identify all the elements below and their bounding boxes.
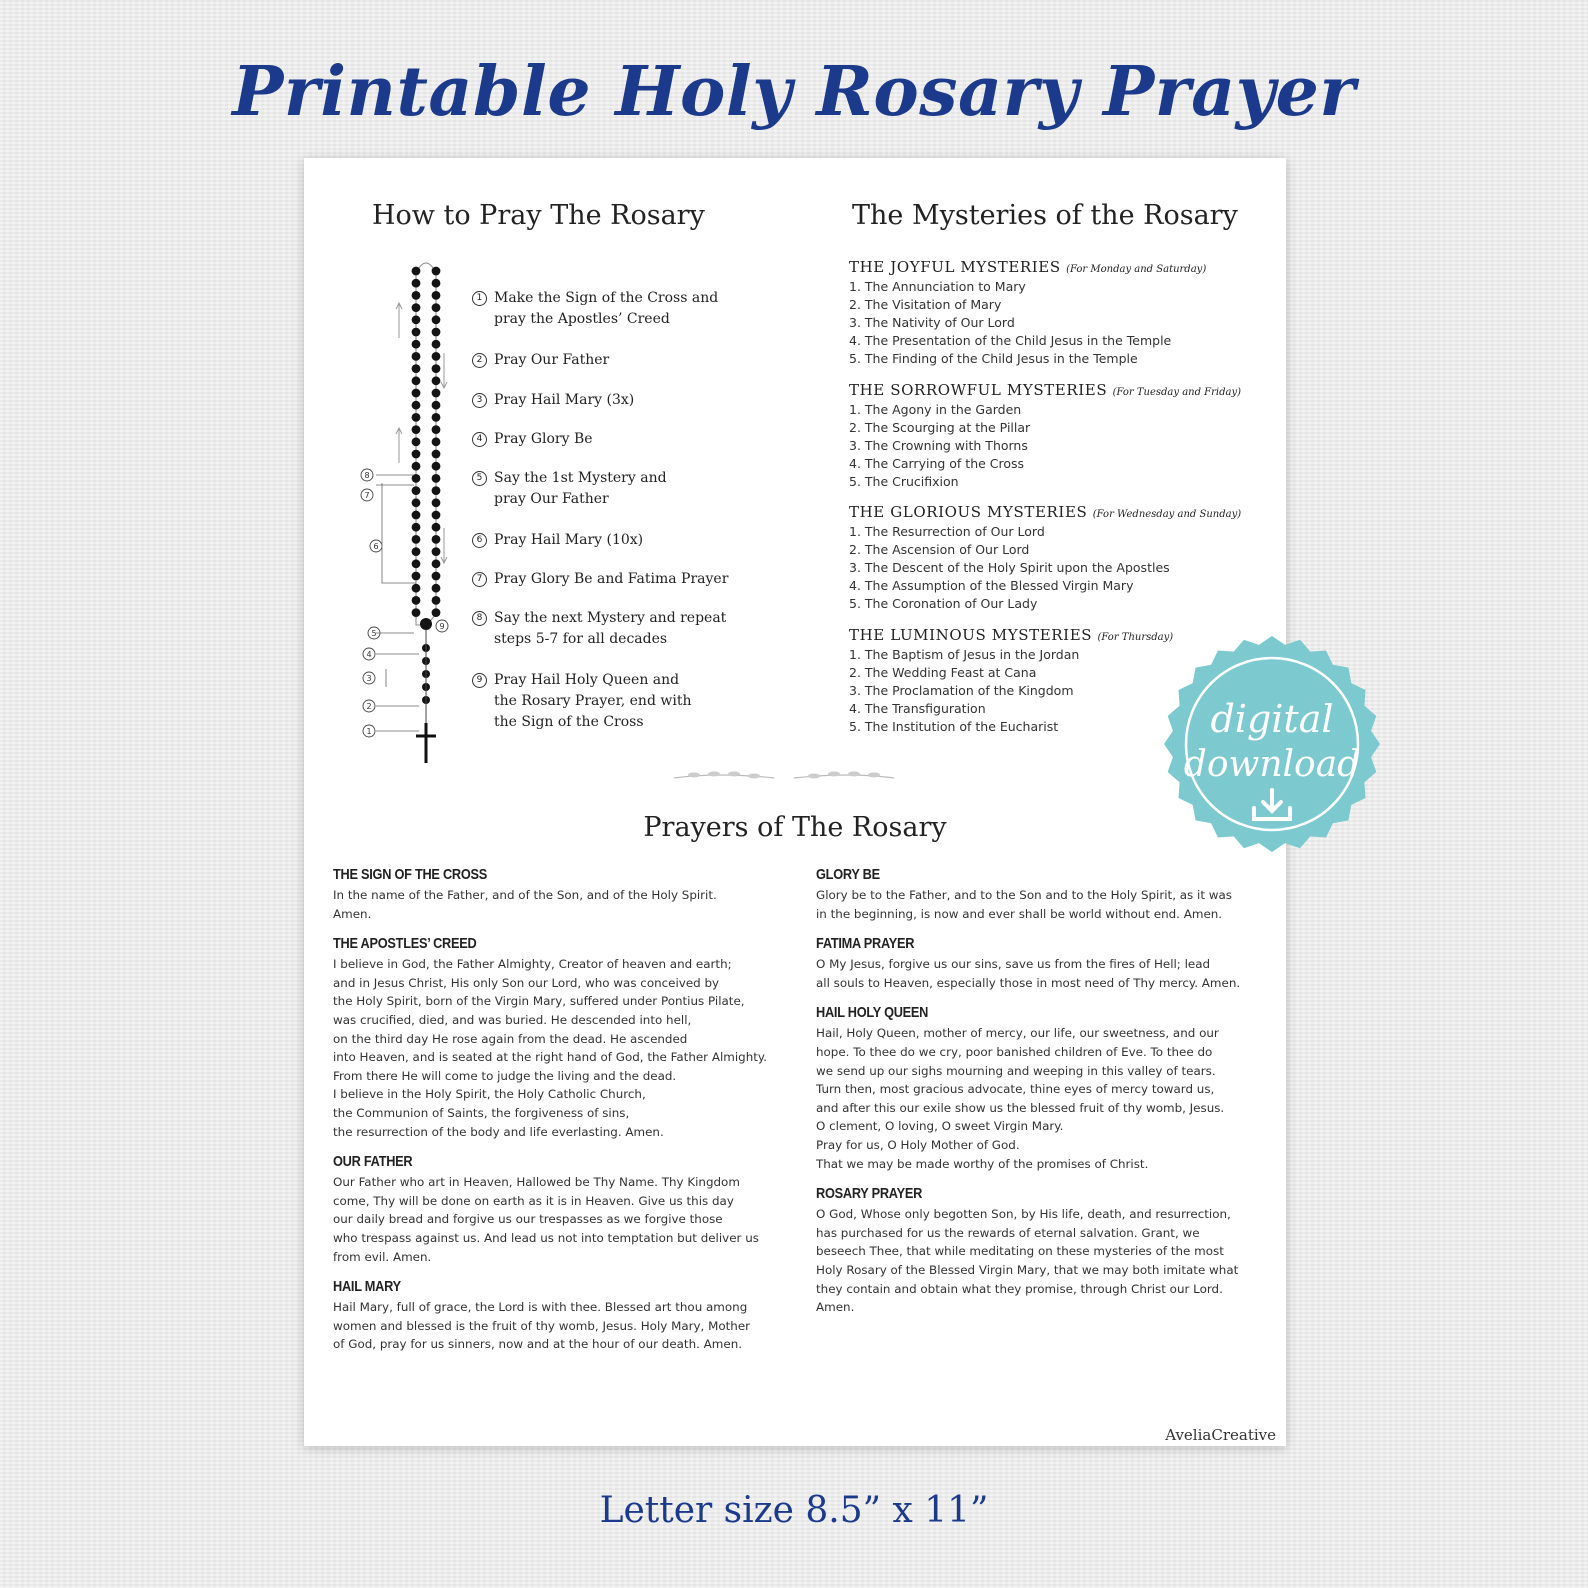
direction-arrow-icon	[396, 428, 402, 463]
step-text: pray the Apostles’ Creed	[494, 311, 670, 327]
step-text: Pray Hail Mary (10x)	[494, 532, 644, 548]
prayer-text: they contain and obtain what they promise, through Christ our Lord.	[816, 1281, 1223, 1296]
prayer-title: FATIMA PRAYER	[816, 935, 915, 953]
mystery-item: 1. The Resurrection of Our Lord	[849, 524, 1045, 539]
rosary-bead	[432, 450, 441, 459]
rosary-bead	[412, 389, 421, 398]
rosary-bead	[432, 401, 441, 410]
prayer-text: we send up our sighs mourning and weeping in this valley of tears.	[816, 1063, 1216, 1078]
mystery-item: 5. The Finding of the Child Jesus in the Temple	[849, 351, 1138, 366]
rosary-bead	[412, 584, 421, 593]
prayer-text: our daily bread and forgive us our trespasses as we forgive those	[333, 1212, 723, 1227]
rosary-bead	[432, 279, 441, 288]
mystery-item: 2. The Visitation of Mary	[849, 297, 1002, 312]
prayer-text: has purchased for us the rewards of eternal salvation. Grant, we	[816, 1225, 1200, 1240]
rosary-bead	[432, 364, 441, 373]
mystery-group	[849, 381, 1269, 491]
mystery-name: THE LUMINOUS MYSTERIES	[849, 626, 1093, 644]
rosary-bead	[432, 559, 441, 568]
prayer-block	[333, 935, 778, 1141]
prayer-text: hope. To thee do we cry, poor banished children of Eve. To thee do	[816, 1044, 1213, 1059]
prayer-title: HAIL MARY	[333, 1278, 401, 1296]
rosary-bead	[432, 474, 441, 483]
step-number: 8	[472, 611, 487, 626]
step-text: Make the Sign of the Cross and	[494, 290, 719, 306]
prayer-text: O God, Whose only begotten Son, by His life, death, and resurrection,	[816, 1207, 1231, 1222]
diagram-step-label: 5	[371, 629, 377, 638]
step-text: Pray Our Father	[494, 352, 610, 368]
prayer-text: Hail, Holy Queen, mother of mercy, our life, our sweetness, and our	[816, 1026, 1219, 1041]
prayer-text: into Heaven, and is seated at the right hand of God, the Father Almighty.	[333, 1050, 768, 1065]
howto-step	[474, 608, 734, 650]
rosary-bead	[432, 303, 441, 312]
step-text: Say the 1st Mystery and	[494, 470, 667, 486]
step-text: Say the next Mystery and repeat	[494, 610, 727, 626]
prayer-text: women and blessed is the fruit of thy womb, Jesus. Holy Mary, Mother	[333, 1318, 751, 1333]
step-number: 6	[472, 533, 487, 548]
mystery-item: 4. The Assumption of the Blessed Virgin Mary	[849, 578, 1134, 593]
rosary-bead	[432, 498, 441, 507]
prayer-block	[816, 1004, 1261, 1173]
prayer-text: all souls to Heaven, especially those in most need of Thy mercy. Amen.	[816, 975, 1241, 990]
rosary-bead	[412, 547, 421, 556]
mystery-item: 3. The Proclamation of the Kingdom	[849, 683, 1074, 698]
banner-title: Printable Holy Rosary Prayer	[232, 52, 1356, 132]
mystery-item: 3. The Descent of the Holy Spirit upon the Apostles	[849, 560, 1170, 575]
mystery-item: 1. The Baptism of Jesus in the Jordan	[849, 647, 1080, 662]
diagram-step-label: 9	[439, 622, 445, 631]
prayer-text: the Communion of Saints, the forgiveness of sins,	[333, 1105, 630, 1120]
rosary-bead	[432, 352, 441, 361]
rosary-bead	[412, 523, 421, 532]
mystery-item: 4. The Presentation of the Child Jesus in the Temple	[849, 333, 1172, 348]
mystery-group-title	[849, 503, 1269, 521]
rosary-bead	[412, 376, 421, 385]
direction-arrow-icon	[441, 528, 447, 563]
direction-arrow-icon	[396, 303, 402, 338]
diagram-step-label: 3	[366, 674, 372, 683]
printable-page	[304, 158, 1286, 1446]
prayer-text: and in Jesus Christ, His only Son our Lord, who was conceived by	[333, 975, 720, 990]
step-number: 4	[472, 432, 487, 447]
rosary-bead	[412, 291, 421, 300]
rosary-bead	[432, 291, 441, 300]
digital-download-badge	[1162, 634, 1382, 854]
diagram-step-label: 7	[364, 491, 370, 500]
cross-icon	[416, 723, 436, 763]
prayer-text: That we may be made worthy of the promises of Christ.	[816, 1156, 1149, 1171]
step-text: the Rosary Prayer, end with	[494, 693, 692, 709]
mystery-item: 3. The Crowning with Thorns	[849, 438, 1028, 453]
rosary-bead	[432, 535, 441, 544]
mystery-item: 5. The Institution of the Eucharist	[849, 719, 1059, 734]
prayer-title: THE APOSTLES’ CREED	[333, 935, 477, 953]
rosary-bead	[432, 486, 441, 495]
prayer-block	[816, 866, 1261, 923]
rosary-bead	[412, 498, 421, 507]
mystery-item: 5. The Crucifixion	[849, 474, 959, 489]
howto-step	[474, 288, 734, 330]
rosary-bead	[412, 596, 421, 605]
howto-step	[474, 429, 734, 450]
howto-title: How to Pray The Rosary	[372, 200, 705, 231]
prayer-text: and after this our exile show us the blessed fruit of thy womb, Jesus.	[816, 1100, 1225, 1115]
mystery-item: 5. The Coronation of Our Lady	[849, 596, 1038, 611]
rosary-bead	[432, 413, 441, 422]
prayer-text: on the third day He rose again from the dead. He ascended	[333, 1031, 688, 1046]
badge-line1: digital	[1210, 697, 1334, 741]
prayer-text: in the beginning, is now and ever shall be world without end. Amen.	[816, 906, 1223, 921]
howto-step	[474, 390, 734, 411]
prayer-text: beseech Thee, that while meditating on these mysteries of the most	[816, 1244, 1224, 1259]
leaf-divider	[669, 768, 899, 788]
step-text: Pray Glory Be and Fatima Prayer	[494, 571, 729, 587]
mystery-days: (For Wednesday and Sunday)	[1092, 509, 1242, 520]
step-text: the Sign of the Cross	[494, 714, 644, 730]
brand-signature: AveliaCreative	[1165, 1426, 1276, 1444]
prayer-text: come, Thy will be done on earth as it is in Heaven. Give us this day	[333, 1193, 734, 1208]
prayer-block	[333, 1153, 778, 1266]
prayer-title: ROSARY PRAYER	[816, 1185, 923, 1203]
diagram-step-label: 6	[373, 542, 379, 551]
rosary-centerpiece	[420, 618, 432, 630]
mystery-name: THE JOYFUL MYSTERIES	[849, 258, 1061, 276]
mystery-item: 2. The Scourging at the Pillar	[849, 420, 1031, 435]
rosary-bead	[432, 340, 441, 349]
step-number: 1	[472, 291, 487, 306]
rosary-bead	[412, 425, 421, 434]
howto-step	[474, 468, 734, 510]
prayer-text: Hail Mary, full of grace, the Lord is with thee. Blessed art thou among	[333, 1300, 748, 1315]
step-number: 7	[472, 572, 487, 587]
diagram-step-label: 2	[366, 702, 372, 711]
prayer-text: From there He will come to judge the living and the dead.	[333, 1068, 677, 1083]
howto-step	[474, 530, 734, 551]
prayer-text: Amen.	[816, 1300, 855, 1315]
prayer-text: Amen.	[333, 906, 372, 921]
prayer-title: HAIL HOLY QUEEN	[816, 1004, 929, 1022]
prayer-text: I believe in God, the Father Almighty, Creator of heaven and earth;	[333, 957, 732, 972]
prayer-text: Turn then, most gracious advocate, thine eyes of mercy toward us,	[816, 1082, 1215, 1097]
prayer-text: Glory be to the Father, and to the Son and to the Holy Spirit, as it was	[816, 888, 1232, 902]
prayer-text: from evil. Amen.	[333, 1249, 432, 1264]
rosary-bead	[432, 596, 441, 605]
rosary-bead	[412, 535, 421, 544]
mystery-name: THE SORROWFUL MYSTERIES	[849, 381, 1108, 399]
prayer-text: who trespass against us. And lead us not into temptation but deliver us	[333, 1230, 759, 1245]
step-number: 5	[472, 471, 487, 486]
diagram-step-label: 4	[366, 650, 372, 659]
rosary-bead	[432, 462, 441, 471]
prayer-text: was crucified, died, and was buried. He descended into hell,	[333, 1012, 692, 1027]
rosary-bead	[432, 315, 441, 324]
diagram-step-label: 8	[364, 471, 370, 480]
rosary-bead	[432, 425, 441, 434]
mystery-item: 2. The Ascension of Our Lord	[849, 542, 1030, 557]
rosary-bead	[412, 340, 421, 349]
prayer-text: O My Jesus, forgive us our sins, save us from the fires of Hell; lead	[816, 957, 1211, 972]
mystery-item: 3. The Nativity of Our Lord	[849, 315, 1015, 330]
rosary-bead	[412, 328, 421, 337]
rosary-bead	[412, 486, 421, 495]
rosary-bead	[412, 279, 421, 288]
step-number: 9	[472, 673, 487, 688]
prayer-block	[333, 866, 778, 923]
mysteries-title: The Mysteries of the Rosary	[852, 200, 1238, 231]
prayer-block	[333, 1278, 778, 1354]
rosary-bead	[412, 572, 421, 581]
howto-step	[474, 569, 734, 590]
rosary-bead	[412, 608, 421, 617]
prayers-left-column	[333, 866, 778, 1366]
mystery-item: 2. The Wedding Feast at Cana	[849, 665, 1037, 680]
mystery-group-title	[849, 258, 1269, 276]
step-text: steps 5-7 for all decades	[494, 631, 668, 647]
diagram-step-label: 1	[366, 727, 372, 736]
prayer-block	[816, 1185, 1261, 1317]
step-text: pray Our Father	[494, 491, 609, 507]
mystery-group-title	[849, 381, 1269, 399]
step-number: 2	[472, 353, 487, 368]
prayers-right-column	[816, 866, 1261, 1329]
mystery-days: (For Monday and Saturday)	[1066, 264, 1207, 275]
rosary-bead	[412, 450, 421, 459]
rosary-bead	[412, 352, 421, 361]
howto-step	[474, 670, 734, 733]
mystery-days: (For Tuesday and Friday)	[1112, 387, 1242, 398]
rosary-bead	[432, 328, 441, 337]
rosary-bead	[412, 559, 421, 568]
rosary-bead	[432, 511, 441, 520]
prayer-text: Our Father who art in Heaven, Hallowed be Thy Name. Thy Kingdom	[333, 1175, 740, 1190]
prayer-text: In the name of the Father, and of the Son, and of the Holy Spirit.	[333, 888, 717, 902]
rosary-bead	[432, 523, 441, 532]
mystery-group	[849, 503, 1269, 613]
step-text: Pray Hail Mary (3x)	[494, 392, 635, 408]
rosary-diagram	[354, 253, 464, 783]
prayer-title: OUR FATHER	[333, 1153, 413, 1171]
mystery-item: 1. The Annunciation to Mary	[849, 279, 1026, 294]
mystery-item: 4. The Transfiguration	[849, 701, 986, 716]
prayer-text: the Holy Spirit, born of the Virgin Mary, suffered under Pontius Pilate,	[333, 994, 745, 1009]
rosary-bead	[432, 584, 441, 593]
rosary-bead	[412, 413, 421, 422]
step-text: Pray Glory Be	[494, 431, 593, 447]
prayer-title: THE SIGN OF THE CROSS	[333, 866, 488, 883]
prayer-text: I believe in the Holy Spirit, the Holy Catholic Church,	[333, 1087, 646, 1102]
prayer-title: GLORY BE	[816, 866, 880, 883]
prayer-text: Holy Rosary of the Blessed Virgin Mary, that we may both imitate what	[816, 1262, 1239, 1277]
mystery-item: 4. The Carrying of the Cross	[849, 456, 1025, 471]
mystery-days: (For Thursday)	[1097, 632, 1174, 643]
prayer-block	[816, 935, 1261, 992]
rosary-bead	[412, 437, 421, 446]
mystery-name: THE GLORIOUS MYSTERIES	[849, 503, 1088, 521]
rosary-bead	[432, 572, 441, 581]
prayers-title: Prayers of The Rosary	[643, 812, 947, 843]
prayer-text: of God, pray for us sinners, now and at the hour of our death. Amen.	[333, 1337, 743, 1352]
rosary-bead	[412, 511, 421, 520]
badge-line2: download	[1183, 744, 1361, 785]
step-number: 3	[472, 393, 487, 408]
rosary-bead	[432, 437, 441, 446]
rosary-bead	[412, 462, 421, 471]
prayer-text: Pray for us, O Holy Mother of God.	[816, 1137, 1020, 1152]
howto-step	[474, 350, 734, 371]
rosary-bead	[432, 608, 441, 617]
rosary-bead	[432, 389, 441, 398]
rosary-bead	[432, 267, 441, 276]
prayer-text: O clement, O loving, O sweet Virgin Mary.	[816, 1119, 1064, 1134]
rosary-bead	[412, 364, 421, 373]
rosary-bead	[412, 401, 421, 410]
direction-arrow-icon	[441, 353, 447, 388]
mystery-item: 1. The Agony in the Garden	[849, 402, 1022, 417]
banner-footer: Letter size 8.5” x 11”	[599, 1490, 989, 1531]
step-text: Pray Hail Holy Queen and	[494, 672, 680, 688]
rosary-bead	[432, 547, 441, 556]
prayer-text: the resurrection of the body and life everlasting. Amen.	[333, 1124, 664, 1139]
rosary-bead	[412, 303, 421, 312]
rosary-bead	[412, 315, 421, 324]
rosary-bead	[432, 376, 441, 385]
rosary-bead	[412, 267, 421, 276]
mystery-group	[849, 258, 1269, 368]
